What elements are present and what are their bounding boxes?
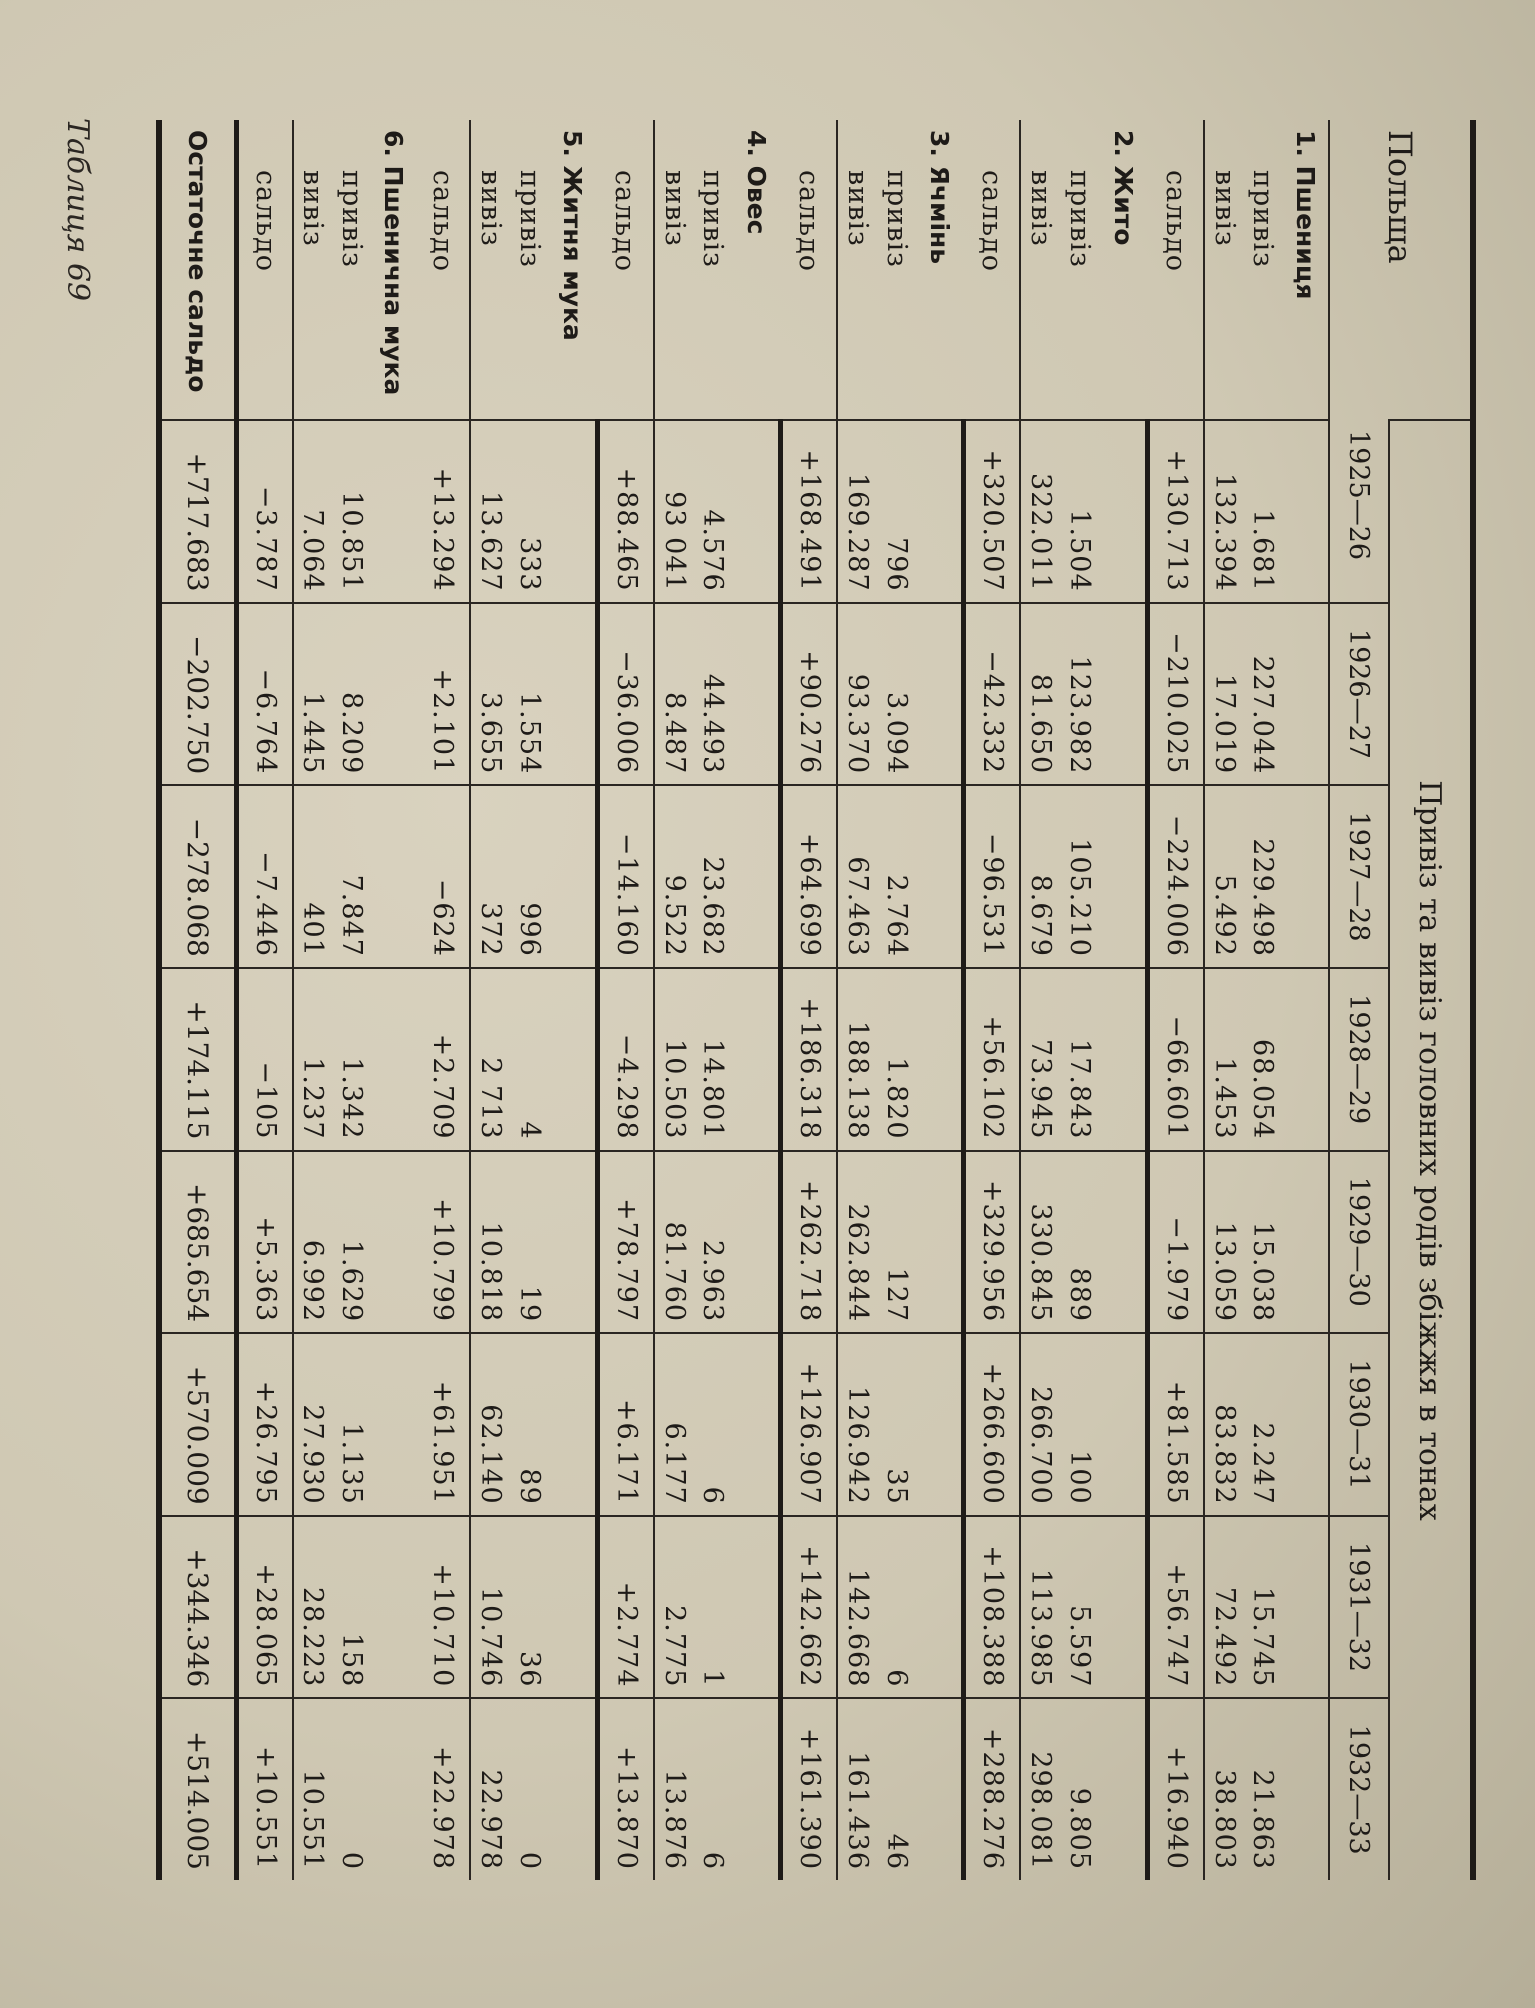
row-label: вивіз: [658, 170, 690, 247]
header-row-title: [1389, 120, 1473, 1880]
value-cell: +126.907: [781, 1333, 837, 1516]
value-cell: 330.845: [1020, 1151, 1060, 1334]
value-cell: −624: [417, 785, 471, 968]
value-cell: 62.140: [470, 1333, 510, 1516]
saldo-row: [236, 120, 292, 1880]
value-cell: 2 713: [470, 968, 510, 1151]
value-cell: +56.747: [1147, 1516, 1203, 1699]
data-row: [837, 120, 877, 1880]
value-cell: [1282, 1516, 1329, 1699]
value-cell: [1282, 1151, 1329, 1334]
table-title: Привіз та вивіз головних родів збіжжя в тонах: [1389, 420, 1473, 1880]
value-cell: −224.006: [1147, 785, 1203, 968]
saldo-row: [964, 120, 1020, 1880]
value-cell: 68.054: [1244, 968, 1283, 1151]
value-cell: 2.764: [877, 785, 916, 968]
value-cell: 2.963: [693, 1151, 732, 1334]
value-cell: −210.025: [1147, 603, 1203, 786]
value-cell: 13.627: [470, 420, 510, 603]
value-cell: −6.764: [236, 603, 292, 786]
value-cell: [1099, 968, 1147, 1151]
value-cell: [732, 420, 780, 603]
value-cell: [549, 785, 597, 968]
value-cell: [371, 968, 417, 1151]
value-cell: 6.177: [654, 1333, 694, 1516]
row-label: 3. Ячмінь: [925, 130, 955, 265]
value-cell: [1099, 420, 1147, 603]
value-cell: 44.493: [693, 603, 732, 786]
value-cell: −105: [236, 968, 292, 1151]
row-label: сальдо: [964, 120, 1020, 420]
value-cell: 17.019: [1204, 603, 1244, 786]
value-cell: 169.287: [837, 420, 877, 603]
value-cell: 9.805: [1060, 1698, 1099, 1880]
value-cell: [549, 968, 597, 1151]
value-cell: [371, 1333, 417, 1516]
group-title-row: [1282, 120, 1329, 1880]
value-cell: 10.551: [293, 1698, 333, 1880]
value-cell: [549, 420, 597, 603]
year-header: 1928—29: [1329, 968, 1389, 1151]
value-cell: +161.390: [781, 1698, 837, 1880]
row-label: 2. Жито: [1108, 130, 1138, 246]
data-row: [877, 120, 916, 1880]
value-cell: 372: [470, 785, 510, 968]
value-cell: +168.491: [781, 420, 837, 603]
value-cell: +61.951: [417, 1333, 471, 1516]
year-header: 1932—33: [1329, 1698, 1389, 1880]
row-label: вивіз: [1025, 170, 1057, 247]
value-cell: 1.342: [332, 968, 371, 1151]
value-cell: 9.522: [654, 785, 694, 968]
row-label: Остаточне сальдо: [159, 120, 236, 420]
value-cell: [371, 1151, 417, 1334]
group-title-row: [549, 120, 597, 1880]
value-cell: 3.094: [877, 603, 916, 786]
value-cell: [916, 785, 964, 968]
year-header: 1927—28: [1329, 785, 1389, 968]
row-label: сальдо: [417, 120, 471, 420]
year-header: 1931—32: [1329, 1516, 1389, 1699]
value-cell: +266.600: [964, 1333, 1020, 1516]
value-cell: 3.655: [470, 603, 510, 786]
row-label: привіз: [1064, 170, 1096, 268]
value-cell: 2.247: [1244, 1333, 1283, 1516]
value-cell: 1: [693, 1516, 732, 1699]
value-cell: 15.745: [1244, 1516, 1283, 1699]
group-title-row: [371, 120, 417, 1880]
value-cell: 10.503: [654, 968, 694, 1151]
data-row: [1060, 120, 1099, 1880]
value-cell: 21.863: [1244, 1698, 1283, 1880]
value-cell: 83.832: [1204, 1333, 1244, 1516]
value-cell: [549, 1516, 597, 1699]
value-cell: +10.710: [417, 1516, 471, 1699]
value-cell: [1282, 1698, 1329, 1880]
final-saldo-row: [159, 120, 236, 1880]
row-label: 4. Овес: [741, 130, 771, 235]
value-cell: +64.699: [781, 785, 837, 968]
table-body: [159, 120, 1329, 1880]
value-cell: 81.650: [1020, 603, 1060, 786]
row-label: 5. Житня мука: [558, 130, 588, 341]
value-cell: +16.940: [1147, 1698, 1203, 1880]
value-cell: [1282, 1333, 1329, 1516]
value-cell: +22.978: [417, 1698, 471, 1880]
value-cell: 72.492: [1204, 1516, 1244, 1699]
value-cell: [916, 603, 964, 786]
value-cell: +78.797: [597, 1151, 653, 1334]
value-cell: 127: [877, 1151, 916, 1334]
value-cell: +26.795: [236, 1333, 292, 1516]
value-cell: [371, 603, 417, 786]
value-cell: 22.978: [470, 1698, 510, 1880]
value-cell: [549, 1333, 597, 1516]
value-cell: −42.332: [964, 603, 1020, 786]
value-cell: +130.713: [1147, 420, 1203, 603]
data-row: [293, 120, 333, 1880]
value-cell: [549, 1151, 597, 1334]
data-row: [1244, 120, 1283, 1880]
row-label: привіз: [513, 170, 545, 268]
row-label: сальдо: [597, 120, 653, 420]
value-cell: [371, 420, 417, 603]
value-cell: 889: [1060, 1151, 1099, 1334]
value-cell: 8.487: [654, 603, 694, 786]
value-cell: +570.009: [159, 1333, 236, 1516]
value-cell: −278.068: [159, 785, 236, 968]
value-cell: [732, 1151, 780, 1334]
year-header: 1926—27: [1329, 603, 1389, 786]
value-cell: +88.465: [597, 420, 653, 603]
value-cell: [732, 1516, 780, 1699]
value-cell: −202.750: [159, 603, 236, 786]
year-header: 1930—31: [1329, 1333, 1389, 1516]
value-cell: 23.682: [693, 785, 732, 968]
value-cell: 17.843: [1060, 968, 1099, 1151]
row-label: 1. Пшениця: [1290, 130, 1320, 300]
value-cell: +13.870: [597, 1698, 653, 1880]
saldo-row: [1147, 120, 1203, 1880]
value-cell: −66.601: [1147, 968, 1203, 1151]
value-cell: 73.945: [1020, 968, 1060, 1151]
group-title-row: [732, 120, 780, 1880]
value-cell: 19: [510, 1151, 549, 1334]
row-label: сальдо: [236, 120, 292, 420]
value-cell: +186.318: [781, 968, 837, 1151]
value-cell: [732, 603, 780, 786]
value-cell: 188.138: [837, 968, 877, 1151]
value-cell: 5.597: [1060, 1516, 1099, 1699]
value-cell: 126.942: [837, 1333, 877, 1516]
value-cell: 1.504: [1060, 420, 1099, 603]
value-cell: 298.081: [1020, 1698, 1060, 1880]
value-cell: 4.576: [693, 420, 732, 603]
value-cell: [732, 785, 780, 968]
value-cell: [371, 785, 417, 968]
value-cell: 7.064: [293, 420, 333, 603]
value-cell: 996: [510, 785, 549, 968]
value-cell: +320.507: [964, 420, 1020, 603]
value-cell: 158: [332, 1516, 371, 1699]
row-label: привіз: [697, 170, 729, 268]
value-cell: [549, 1698, 597, 1880]
value-cell: 8.679: [1020, 785, 1060, 968]
value-cell: +329.956: [964, 1151, 1020, 1334]
value-cell: 6: [877, 1516, 916, 1699]
value-cell: 105.210: [1060, 785, 1099, 968]
value-cell: +28.065: [236, 1516, 292, 1699]
data-row: [1204, 120, 1244, 1880]
value-cell: 6: [693, 1333, 732, 1516]
value-cell: 13.059: [1204, 1151, 1244, 1334]
value-cell: 1.445: [293, 603, 333, 786]
value-cell: +514.005: [159, 1698, 236, 1880]
value-cell: +685.654: [159, 1151, 236, 1334]
row-label: привіз: [880, 170, 912, 268]
value-cell: [916, 1151, 964, 1334]
value-cell: +2.774: [597, 1516, 653, 1699]
row-label: 6. Пшенична мука: [379, 130, 409, 396]
value-cell: 322.011: [1020, 420, 1060, 603]
value-cell: [1099, 785, 1147, 968]
value-cell: +81.585: [1147, 1333, 1203, 1516]
value-cell: 266.700: [1020, 1333, 1060, 1516]
value-cell: 132.394: [1204, 420, 1244, 603]
value-cell: 5.492: [1204, 785, 1244, 968]
value-cell: [916, 1333, 964, 1516]
data-row: [332, 120, 371, 1880]
row-label: вивіз: [475, 170, 507, 247]
value-cell: [371, 1516, 417, 1699]
value-cell: 67.463: [837, 785, 877, 968]
value-cell: +2.101: [417, 603, 471, 786]
value-cell: 10.746: [470, 1516, 510, 1699]
value-cell: 401: [293, 785, 333, 968]
value-cell: −14.160: [597, 785, 653, 968]
value-cell: +108.388: [964, 1516, 1020, 1699]
row-label: вивіз: [841, 170, 873, 247]
value-cell: 262.844: [837, 1151, 877, 1334]
value-cell: 15.038: [1244, 1151, 1283, 1334]
value-cell: 229.498: [1244, 785, 1283, 968]
value-cell: +288.276: [964, 1698, 1020, 1880]
value-cell: [916, 968, 964, 1151]
value-cell: −36.006: [597, 603, 653, 786]
value-cell: +5.363: [236, 1151, 292, 1334]
value-cell: 35: [877, 1333, 916, 1516]
value-cell: 8.209: [332, 603, 371, 786]
value-cell: 36: [510, 1516, 549, 1699]
value-cell: 46: [877, 1698, 916, 1880]
value-cell: −1.979: [1147, 1151, 1203, 1334]
value-cell: 7.847: [332, 785, 371, 968]
group-title-row: [916, 120, 964, 1880]
value-cell: +10.799: [417, 1151, 471, 1334]
value-cell: 28.223: [293, 1516, 333, 1699]
value-cell: [371, 1698, 417, 1880]
value-cell: 38.803: [1204, 1698, 1244, 1880]
value-cell: 100: [1060, 1333, 1099, 1516]
rotated-table-container: [156, 120, 1476, 1880]
value-cell: [1099, 1151, 1147, 1334]
value-cell: 123.982: [1060, 603, 1099, 786]
value-cell: −3.787: [236, 420, 292, 603]
table-number: Таблиця 69: [60, 118, 95, 302]
value-cell: 6.992: [293, 1151, 333, 1334]
value-cell: +262.718: [781, 1151, 837, 1334]
value-cell: 1.820: [877, 968, 916, 1151]
value-cell: 14.801: [693, 968, 732, 1151]
row-label: вивіз: [1208, 170, 1240, 247]
grain-trade-table: [156, 120, 1476, 1880]
value-cell: 1.453: [1204, 968, 1244, 1151]
value-cell: [732, 1333, 780, 1516]
value-cell: +142.662: [781, 1516, 837, 1699]
value-cell: 161.436: [837, 1698, 877, 1880]
value-cell: +56.102: [964, 968, 1020, 1151]
value-cell: [549, 603, 597, 786]
value-cell: 0: [510, 1698, 549, 1880]
value-cell: 6: [693, 1698, 732, 1880]
row-label: сальдо: [781, 120, 837, 420]
value-cell: [1282, 603, 1329, 786]
value-cell: 1.554: [510, 603, 549, 786]
value-cell: +174.115: [159, 968, 236, 1151]
value-cell: [732, 968, 780, 1151]
value-cell: 1.629: [332, 1151, 371, 1334]
value-cell: 81.760: [654, 1151, 694, 1334]
value-cell: [916, 1698, 964, 1880]
value-cell: 93.370: [837, 603, 877, 786]
value-cell: 89: [510, 1333, 549, 1516]
year-header: 1929—30: [1329, 1151, 1389, 1334]
value-cell: 113.985: [1020, 1516, 1060, 1699]
value-cell: +90.276: [781, 603, 837, 786]
saldo-row: [781, 120, 837, 1880]
value-cell: 4: [510, 968, 549, 1151]
value-cell: 142.668: [837, 1516, 877, 1699]
row-label: вивіз: [297, 170, 329, 247]
row-label: привіз: [336, 170, 368, 268]
data-row: [1020, 120, 1060, 1880]
group-title-row: [1099, 120, 1147, 1880]
year-header: 1925—26: [1329, 420, 1389, 603]
value-cell: 2.775: [654, 1516, 694, 1699]
value-cell: [1099, 1333, 1147, 1516]
value-cell: [1282, 785, 1329, 968]
value-cell: [1282, 968, 1329, 1151]
value-cell: +717.683: [159, 420, 236, 603]
value-cell: +344.346: [159, 1516, 236, 1699]
value-cell: +6.171: [597, 1333, 653, 1516]
data-row: [470, 120, 510, 1880]
value-cell: −96.531: [964, 785, 1020, 968]
value-cell: 1.135: [332, 1333, 371, 1516]
value-cell: 1.237: [293, 968, 333, 1151]
row-label: привіз: [1247, 170, 1279, 268]
value-cell: 333: [510, 420, 549, 603]
value-cell: 0: [332, 1698, 371, 1880]
value-cell: 27.930: [293, 1333, 333, 1516]
value-cell: +13.294: [417, 420, 471, 603]
value-cell: [732, 1698, 780, 1880]
value-cell: 227.044: [1244, 603, 1283, 786]
value-cell: [1099, 1516, 1147, 1699]
row-label: сальдо: [1147, 120, 1203, 420]
value-cell: [1099, 1698, 1147, 1880]
value-cell: 10.851: [332, 420, 371, 603]
saldo-row: [597, 120, 653, 1880]
value-cell: 796: [877, 420, 916, 603]
data-row: [510, 120, 549, 1880]
value-cell: 10.818: [470, 1151, 510, 1334]
value-cell: 13.876: [654, 1698, 694, 1880]
value-cell: [916, 420, 964, 603]
value-cell: −7.446: [236, 785, 292, 968]
country-header: Польща: [1329, 120, 1473, 420]
value-cell: [1099, 603, 1147, 786]
data-row: [693, 120, 732, 1880]
value-cell: [1282, 420, 1329, 603]
value-cell: 93 041: [654, 420, 694, 603]
data-row: [654, 120, 694, 1880]
value-cell: +2.709: [417, 968, 471, 1151]
value-cell: +10.551: [236, 1698, 292, 1880]
value-cell: −4.298: [597, 968, 653, 1151]
saldo-row: [417, 120, 471, 1880]
value-cell: [916, 1516, 964, 1699]
value-cell: 1.681: [1244, 420, 1283, 603]
